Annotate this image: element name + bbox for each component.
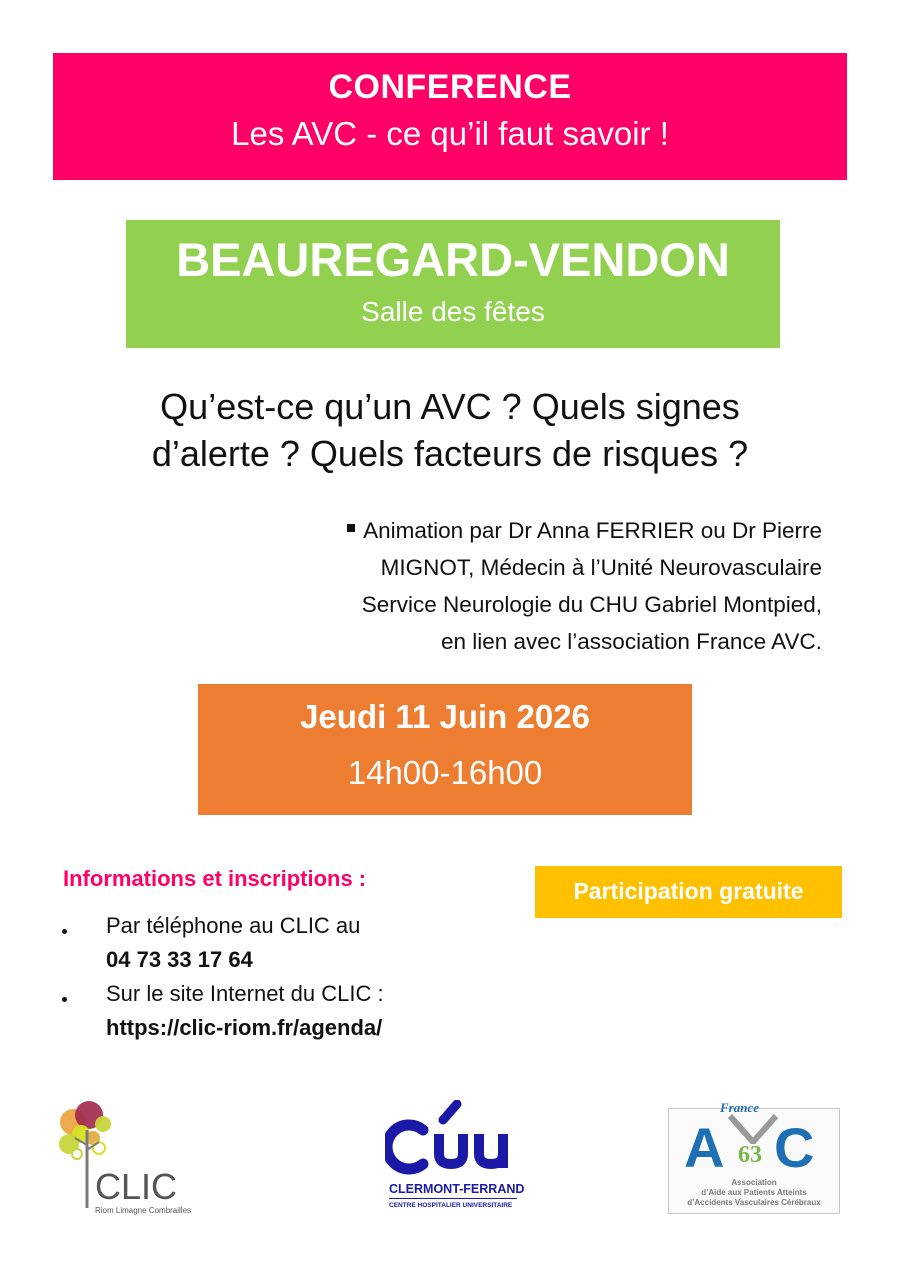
- info-title: Informations et inscriptions :: [63, 866, 367, 891]
- avc-logo-a: A: [684, 1116, 725, 1179]
- animation-line-1-text: Animation par Dr Anna FERRIER ou Dr Pierre: [363, 518, 822, 543]
- participation-badge: Participation gratuite: [535, 866, 842, 918]
- location-venue: Salle des fêtes: [361, 296, 545, 327]
- chu-mark-icon: [385, 1100, 520, 1180]
- animation-line-3: Service Neurologie du CHU Gabriel Montpied,: [361, 592, 822, 617]
- clic-logo-name: CLIC: [95, 1166, 178, 1207]
- france-avc-logo: [668, 1100, 840, 1215]
- bullet-icon: [62, 997, 67, 1002]
- avc-logo-caption: [668, 1178, 840, 1208]
- phone-number[interactable]: 04 73 33 17 64: [106, 947, 253, 972]
- avc-logo-line-3: d’Accidents Vasculaires Cérébraux: [687, 1198, 821, 1207]
- event-date: Jeudi 11 Juin 2026: [300, 698, 590, 735]
- web-url-link[interactable]: https://clic-riom.fr/agenda/: [106, 1015, 383, 1040]
- conference-title: CONFERENCE: [328, 68, 572, 106]
- date-banner: [198, 684, 692, 815]
- location-town: BEAUREGARD-VENDON: [176, 233, 730, 286]
- chu-logo: [385, 1100, 525, 1220]
- clic-logo: [55, 1100, 195, 1220]
- chu-logo-city: CLERMONT-FERRAND: [389, 1182, 525, 1196]
- chu-logo-divider: [389, 1198, 517, 1199]
- square-bullet-icon: [347, 524, 355, 532]
- clic-logo-tagline: Riom Limagne Combrailles: [95, 1206, 192, 1215]
- bullet-icon: [62, 929, 67, 934]
- phone-label: Par téléphone au CLIC au: [106, 913, 361, 938]
- event-time: 14h00-16h00: [347, 754, 543, 791]
- location-banner: [126, 220, 780, 348]
- animation-line-1: [240, 512, 822, 549]
- animation-info: [240, 512, 822, 660]
- avc-logo-top: France: [720, 1100, 759, 1115]
- animation-line-4: en lien avec l’association France AVC.: [440, 629, 822, 654]
- avc-logo-line-2: d’Aide aux Patients Atteints: [701, 1188, 807, 1197]
- questions-text: [60, 383, 840, 477]
- web-label: Sur le site Internet du CLIC :: [106, 981, 384, 1006]
- questions-line-1: Qu’est-ce qu’un AVC ? Quels signes: [160, 386, 740, 427]
- avc-logo-line-1: Association: [731, 1178, 777, 1187]
- conference-subtitle: Les AVC - ce qu’il faut savoir !: [231, 115, 669, 152]
- avc-logo-number: 63: [738, 1142, 762, 1168]
- chu-logo-tagline: CENTRE HOSPITALIER UNIVERSITAIRE: [389, 1202, 513, 1209]
- conference-banner: [53, 53, 847, 180]
- animation-line-2: MIGNOT, Médecin à l’Unité Neurovasculaire: [380, 555, 822, 580]
- avc-logo-c: C: [774, 1116, 815, 1179]
- avc-v-icon: [726, 1114, 780, 1144]
- questions-line-2: d’alerte ? Quels facteurs de risques ?: [151, 433, 749, 474]
